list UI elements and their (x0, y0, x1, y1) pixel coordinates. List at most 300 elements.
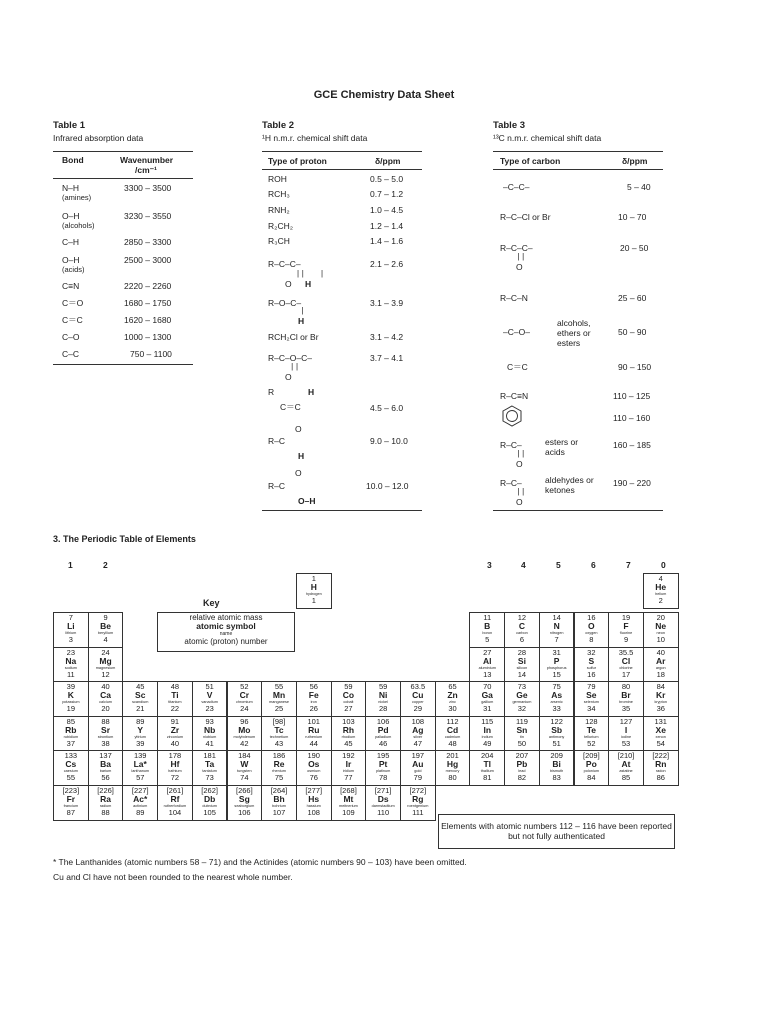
element-number: 32 (517, 704, 527, 714)
table1-row-note: (acids) (62, 265, 85, 274)
element-number: 16 (587, 669, 596, 679)
element-symbol: Pd (377, 724, 389, 735)
element-mass: 201 (446, 751, 459, 761)
element-cell-germanium (504, 681, 540, 717)
element-mass: 40 (101, 682, 110, 692)
table1-row-bond: C–O (62, 332, 80, 342)
element-cell-roentgenium (400, 785, 436, 821)
element-name: nickel (378, 700, 388, 705)
element-number: 44 (309, 738, 318, 748)
table1-row-value: 2500 – 3000 (124, 255, 172, 265)
element-cell-zirconium (157, 716, 193, 752)
table1-top-rule (53, 151, 193, 152)
element-cell-mercury (435, 750, 471, 786)
element-symbol: Nb (203, 724, 216, 735)
element-cell-indium (469, 716, 505, 752)
element-symbol: S (588, 655, 595, 666)
table2-title: Table 2 (262, 120, 295, 131)
element-mass: 91 (170, 716, 180, 726)
element-number: 40 (170, 738, 180, 748)
element-name: iodine (620, 734, 632, 739)
element-symbol: Rb (65, 724, 77, 735)
table2-header-shift: δ/ppm (375, 156, 401, 166)
element-mass: 70 (483, 682, 492, 692)
element-number: 4 (103, 635, 108, 644)
element-symbol: Ti (171, 690, 179, 701)
element-mass: 45 (136, 682, 145, 692)
element-number: 43 (274, 738, 284, 748)
element-symbol: Rh (342, 724, 355, 735)
element-mass: 39 (66, 682, 76, 692)
element-mass: 131 (654, 716, 667, 726)
element-symbol: Ga (481, 690, 493, 701)
table2-row-type: RCH₂Cl or Br (268, 332, 319, 342)
element-name: vanadium (201, 700, 218, 705)
element-symbol: Mo (238, 724, 251, 735)
element-cell-selenium (574, 681, 610, 717)
element-number: 87 (66, 808, 76, 817)
element-cell-vanadium (192, 681, 228, 717)
element-name: xenon (655, 734, 666, 739)
element-mass: 112 (446, 716, 459, 726)
table1-row-value: 1000 – 1300 (124, 332, 172, 342)
element-name: roentgenium (407, 804, 429, 808)
element-name: cadmium (444, 734, 461, 739)
element-mass: 7 (68, 613, 73, 622)
element-number: 84 (587, 773, 596, 783)
table1-row-value: 2220 – 2260 (124, 281, 172, 291)
element-name: rhenium (272, 769, 286, 774)
table1-row-bond: O–H (62, 255, 80, 265)
element-number: 31 (483, 704, 492, 714)
element-number: 106 (238, 808, 251, 817)
element-number: 50 (517, 738, 527, 748)
element-number: 8 (589, 635, 594, 644)
element-name: tellurium (584, 734, 599, 739)
structure-double-bond-o: || (516, 253, 526, 262)
element-mass: 133 (64, 751, 78, 761)
element-mass: 85 (66, 716, 76, 726)
element-name: germanium (512, 700, 532, 705)
element-number: 1 (311, 596, 316, 605)
element-number: 14 (517, 669, 527, 679)
table3-row-type: –C–O– (503, 327, 530, 337)
element-cell-meitnerium (331, 785, 367, 821)
element-mass: 128 (585, 716, 598, 726)
table2-row-type: RNH₂ (268, 205, 290, 215)
table2-row-type: R–O–C– (268, 298, 302, 308)
table2-row-value: 3.1 – 3.9 (370, 298, 404, 308)
key-mass-label: relative atomic mass (189, 613, 263, 622)
element-number: 108 (307, 808, 320, 817)
element-name: polonium (583, 769, 600, 774)
element-mass: 14 (552, 613, 561, 622)
element-name: rhodium (341, 734, 356, 739)
element-mass: 88 (101, 716, 110, 726)
element-mass: [277] (305, 786, 323, 795)
element-number: 20 (101, 704, 110, 714)
element-cell-bismuth (539, 750, 575, 786)
element-cell-dubnium (192, 785, 228, 821)
element-number: 18 (656, 669, 665, 679)
element-name: zirconium (166, 734, 184, 739)
element-cell-cadmium (435, 716, 471, 752)
element-symbol: Se (586, 690, 597, 701)
structure-o-label: O (285, 279, 292, 289)
element-number: 77 (344, 773, 353, 783)
element-mass: [264] (270, 786, 288, 795)
periodic-key-box (157, 612, 295, 652)
element-number: 75 (274, 773, 284, 783)
element-mass: 127 (619, 716, 633, 726)
element-symbol: He (655, 582, 667, 592)
element-cell-barium (88, 750, 124, 786)
element-cell-polonium (574, 750, 610, 786)
element-mass: 186 (272, 751, 286, 761)
element-name: chlorine (619, 665, 633, 670)
element-number: 55 (66, 773, 76, 783)
element-number: 81 (483, 773, 492, 783)
element-symbol: I (624, 724, 628, 735)
element-number: 49 (483, 738, 492, 748)
element-number: 19 (66, 704, 76, 714)
element-cell-magnesium (88, 647, 124, 683)
element-number: 42 (240, 738, 249, 748)
element-number: 35 (621, 704, 631, 714)
element-cell-iodine (608, 716, 644, 752)
element-number: 51 (552, 738, 561, 748)
element-cell-boron (469, 612, 505, 648)
element-mass: 59 (378, 682, 388, 692)
element-name: sodium (64, 665, 77, 670)
element-name: niobium (202, 734, 217, 739)
element-number: 10 (656, 635, 665, 644)
table2-row-value: 2.1 – 2.6 (370, 259, 404, 269)
element-mass: 84 (656, 682, 665, 692)
element-name: platinum (375, 769, 391, 774)
element-mass: 24 (101, 647, 110, 657)
element-cell-actinium (122, 785, 158, 821)
element-symbol: Cs (65, 759, 77, 770)
element-mass: 184 (238, 751, 251, 761)
element-symbol: Po (585, 759, 597, 770)
element-symbol: Cd (446, 724, 459, 735)
element-cell-technetium (261, 716, 297, 752)
element-cell-zinc (435, 681, 471, 717)
element-name: cobalt (343, 700, 354, 705)
element-name: arsenic (550, 700, 563, 705)
element-number: 27 (344, 704, 353, 714)
element-cell-tantalum (192, 750, 228, 786)
element-mass: 178 (168, 751, 182, 761)
element-symbol: Sn (516, 724, 528, 735)
element-mass: 55 (274, 682, 284, 692)
element-name: fluorine (619, 631, 633, 635)
table3-header-rule (493, 169, 663, 170)
element-name: rutherfordium (163, 804, 187, 808)
element-number: 38 (101, 738, 110, 748)
table2-row-value: 0.7 – 1.2 (370, 189, 404, 199)
element-name: aluminium (478, 665, 496, 670)
element-cell-francium (53, 785, 89, 821)
element-symbol: Ag (412, 724, 424, 735)
element-cell-manganese (261, 681, 297, 717)
element-symbol: C (518, 621, 525, 631)
element-symbol: Pt (378, 759, 388, 770)
element-symbol: Li (67, 621, 75, 631)
table1-title: Table 1 (53, 120, 86, 131)
element-name: bismuth (549, 769, 564, 774)
element-name: silicon (516, 665, 528, 670)
element-cell-nitrogen (539, 612, 575, 648)
periodic-table-title: 3. The Periodic Table of Elements (53, 534, 196, 544)
table2-row-value: 4.5 – 6.0 (370, 403, 404, 413)
table3-row-note: alcohols, ethers or esters (557, 318, 591, 348)
element-cell-bohrium (261, 785, 297, 821)
element-mass: [262] (201, 786, 218, 795)
table2-row-value: 3.7 – 4.1 (370, 353, 404, 363)
element-symbol: B (484, 621, 491, 631)
element-number: 73 (205, 773, 214, 783)
table3-row-value: 20 – 50 (620, 243, 649, 253)
structure-h-label: H (305, 279, 312, 289)
element-mass: 16 (587, 613, 596, 622)
element-number: 105 (203, 808, 216, 817)
element-symbol: Hf (170, 759, 180, 770)
element-number: 86 (656, 773, 665, 783)
table2-row-type: C＝C (280, 402, 301, 412)
table1-row-note: (alcohols) (62, 221, 95, 230)
element-name: tantalum (202, 769, 217, 774)
table3-row-value: 5 – 40 (627, 182, 651, 192)
structure-o-label: O (516, 262, 523, 272)
key-title: Key (203, 598, 220, 608)
element-symbol: K (67, 690, 74, 701)
table3-row-type: C＝C (507, 362, 528, 372)
element-mass: 11 (483, 613, 492, 622)
element-cell-sulfur (574, 647, 610, 683)
element-number: 85 (621, 773, 631, 783)
element-cell-silver (400, 716, 436, 752)
group-label: 1 (68, 560, 73, 570)
table1-subtitle: Infrared absorption data (53, 133, 144, 143)
element-name: nitrogen (549, 631, 564, 635)
table2-row-value: 9.0 – 10.0 (370, 436, 408, 446)
element-symbol: At (621, 759, 631, 770)
element-cell-krypton (643, 681, 679, 717)
element-cell-strontium (88, 716, 124, 752)
element-number: 34 (587, 704, 596, 714)
table2-top-rule (262, 151, 422, 152)
element-mass: 59 (344, 682, 353, 692)
element-symbol: Hs (308, 794, 320, 804)
element-name: phosphorus (546, 665, 567, 670)
table1-row-note: (amines) (62, 193, 92, 202)
element-cell-sodium (53, 647, 89, 683)
structure-o-label: O (516, 459, 523, 469)
structure-h-label: H (298, 316, 305, 326)
element-name: barium (99, 769, 112, 774)
element-number: 25 (274, 704, 284, 714)
table2-row-type: R₂CH₂ (268, 221, 294, 231)
element-mass: 93 (205, 716, 214, 726)
element-number: 79 (413, 773, 423, 783)
element-cell-rubidium (53, 716, 89, 752)
element-number: 21 (136, 704, 145, 714)
element-number: 53 (621, 738, 631, 748)
superheavy-note: Elements with atomic numbers 112 – 116 have been reported but not fully authenticated (441, 821, 672, 841)
element-name: molybdenum (233, 734, 256, 739)
element-name: radon (655, 769, 666, 774)
element-symbol: Ni (378, 690, 388, 701)
element-symbol: Pb (516, 759, 528, 770)
superheavy-note-box (438, 814, 675, 849)
group-label: 0 (661, 560, 666, 570)
element-symbol: Sg (238, 794, 250, 804)
element-number: 17 (621, 669, 631, 679)
element-name: actinium (133, 804, 148, 808)
element-mass: 48 (170, 682, 180, 692)
structure-o-label: O (285, 372, 292, 382)
table3-header-type: Type of carbon (500, 156, 561, 166)
element-name: gold (414, 769, 422, 774)
element-cell-chlorine (608, 647, 644, 683)
table1-row-bond: C–H (62, 237, 80, 247)
element-name: beryllium (97, 631, 114, 635)
element-mass: [98] (272, 716, 286, 726)
table3-row-type: R–C–N (500, 293, 528, 303)
table2-header-type: Type of proton (268, 156, 327, 166)
structure-double-bond-o: || (516, 450, 526, 459)
element-mass: 9 (103, 613, 108, 622)
element-mass: [266] (236, 786, 253, 795)
element-name: hassium (306, 804, 321, 808)
table2-row-type: R–C (268, 481, 286, 491)
element-symbol: Ba (100, 759, 111, 770)
element-symbol: Rg (412, 794, 424, 804)
element-cell-rutherfordium (157, 785, 193, 821)
element-name: thallium (480, 769, 494, 774)
element-name: technetium (269, 734, 289, 739)
key-name-label: name (219, 631, 233, 637)
element-mass: 32 (587, 647, 596, 657)
element-number: 23 (205, 704, 214, 714)
element-name: lead (518, 769, 526, 774)
element-number: 39 (136, 738, 145, 748)
element-name: strontium (97, 734, 114, 739)
element-number: 26 (309, 704, 318, 714)
element-cell-tungsten (227, 750, 263, 786)
element-cell-rhodium (331, 716, 367, 752)
element-name: radium (99, 804, 112, 808)
element-symbol: Al (482, 655, 492, 666)
element-cell-bromine (608, 681, 644, 717)
element-symbol: Kr (656, 690, 666, 701)
element-number: 72 (170, 773, 180, 783)
element-name: oxygen (585, 631, 598, 635)
element-symbol: Ru (308, 724, 320, 735)
element-symbol: H (310, 582, 317, 592)
element-cell-fluorine (608, 612, 644, 648)
element-cell-iridium (331, 750, 367, 786)
table3-bottom-rule (493, 510, 663, 511)
element-number: 33 (552, 704, 561, 714)
element-mass: [210] (617, 751, 635, 761)
element-number: 57 (136, 773, 145, 783)
element-name: lithium (65, 631, 77, 635)
element-mass: 115 (481, 716, 494, 726)
element-name: manganese (269, 700, 289, 705)
element-symbol: Ac* (133, 794, 148, 804)
element-number: 56 (101, 773, 110, 783)
element-symbol: Zn (447, 690, 458, 701)
element-cell-platinum (365, 750, 401, 786)
element-cell-aluminium (469, 647, 505, 683)
element-name: bromine (619, 700, 633, 705)
table2-row-type: R–C–C– (268, 259, 301, 269)
element-name: mercury (445, 769, 460, 774)
element-mass: 204 (480, 751, 494, 761)
element-cell-caesium (53, 750, 89, 786)
element-mass: 27 (483, 647, 492, 657)
element-symbol: Sc (135, 690, 146, 701)
element-symbol: Re (273, 759, 285, 770)
element-name: sulfur (586, 665, 596, 670)
table3-row-type: R–C–Cl or Br (500, 212, 551, 222)
element-symbol: Na (65, 655, 77, 666)
structure-h-label: H (298, 451, 305, 461)
element-cell-oxygen (574, 612, 610, 648)
element-mass: 79 (587, 682, 596, 692)
element-symbol: Rn (655, 759, 667, 770)
element-symbol: Fe (308, 690, 319, 701)
footnote-rounding: Cu and Cl have not been rounded to the nearest whole number. (53, 872, 293, 882)
element-symbol: Mt (343, 794, 354, 804)
element-symbol: Xe (655, 724, 666, 735)
table1-row-value: 3230 – 3550 (124, 211, 172, 221)
element-cell-hassium (296, 785, 332, 821)
element-symbol: W (240, 759, 249, 770)
element-name: gallium (481, 700, 494, 705)
element-cell-hafnium (157, 750, 193, 786)
group-label: 5 (556, 560, 561, 570)
element-name: zinc (449, 700, 456, 705)
element-cell-tin (504, 716, 540, 752)
element-cell-seaborgium (227, 785, 263, 821)
element-symbol: Cu (412, 690, 424, 701)
element-name: hafnium (168, 769, 182, 774)
element-name: chromium (236, 700, 253, 705)
table1-row-bond: C＝C (62, 315, 83, 325)
element-symbol: Mn (272, 690, 286, 701)
element-symbol: Ra (100, 794, 111, 804)
element-name: boron (482, 631, 493, 635)
element-name: argon (655, 665, 666, 670)
table1-header-unit: /cm⁻¹ (135, 165, 157, 175)
element-number: 109 (342, 808, 355, 817)
element-cell-gold (400, 750, 436, 786)
element-symbol: Co (342, 690, 355, 701)
element-number: 78 (378, 773, 388, 783)
table3-row-value: 160 – 185 (613, 440, 651, 450)
element-name: potassium (62, 700, 80, 705)
element-mass: 190 (307, 751, 320, 761)
element-symbol: Tl (483, 759, 492, 770)
benzene-ring-icon (502, 405, 522, 427)
element-mass: 103 (342, 716, 355, 726)
element-mass: 209 (550, 751, 563, 761)
element-number: 5 (485, 635, 490, 644)
